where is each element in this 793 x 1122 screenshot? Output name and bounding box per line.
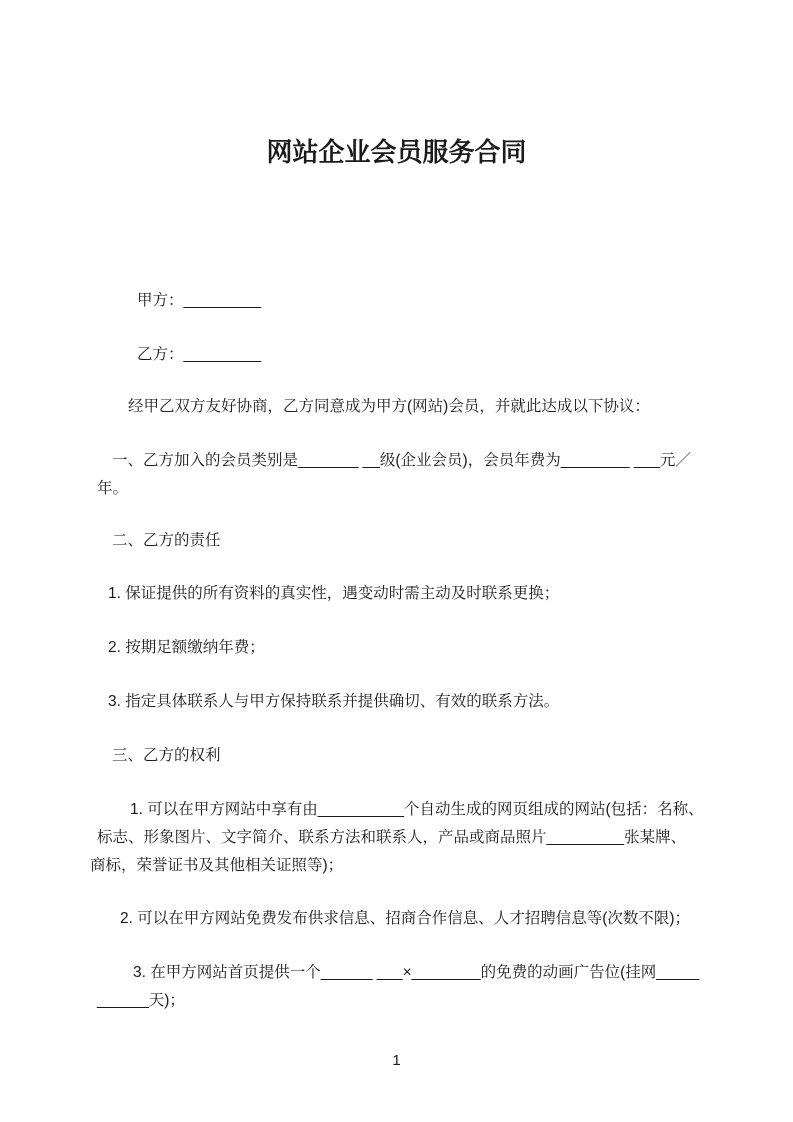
section-3-item-2: 2. 可以在甲方网站免费发布供求信息、招商合作信息、人才招聘信息等(次数不限)； [120, 910, 691, 927]
section-3-item-3-line-2: ______天)； [97, 992, 185, 1009]
intro-paragraph: 经甲乙双方友好协商，乙方同意成为甲方(网站)会员，并就此达成以下协议： [128, 398, 650, 415]
section-3-item-1-line-2: 标志、形象图片、文字简介、联系方法和联系人，产品或商品照片_________张某牌、 [97, 829, 687, 846]
section-3-item-3-line-1: 3. 在甲方网站首页提供一个______ ___×________的免费的动画广告位(挂网_____ [133, 964, 700, 981]
section-2-item-1: 1. 保证提供的所有资料的真实性，遇变动时需主动及时联系更换； [108, 585, 560, 602]
clause-1-line-2: 年。 [97, 480, 129, 497]
section-3-item-1-line-1: 1. 可以在甲方网站中享有由__________个自动生成的网页组成的网站(包括：名称、 [130, 801, 704, 818]
section-3-item-1-line-3: 商标，荣誉证书及其他相关证照等)； [90, 857, 344, 874]
section-3-heading: 三、乙方的权利 [112, 747, 221, 764]
document-title: 网站企业会员服务合同 [266, 137, 527, 167]
party-a-line: 甲方：_________ [137, 292, 262, 309]
section-2-heading: 二、乙方的责任 [112, 532, 221, 549]
party-b-line: 乙方：_________ [137, 346, 262, 363]
section-2-item-2: 2. 按期足额缴纳年费； [108, 639, 265, 656]
clause-1-line-1: 一、乙方加入的会员类别是_______ __级(企业会员)，会员年费为________ ___元／ [112, 452, 691, 469]
section-2-item-3: 3. 指定具体联系人与甲方保持联系并提供确切、有效的联系方法。 [108, 693, 560, 710]
page-number: 1 [392, 1052, 401, 1069]
